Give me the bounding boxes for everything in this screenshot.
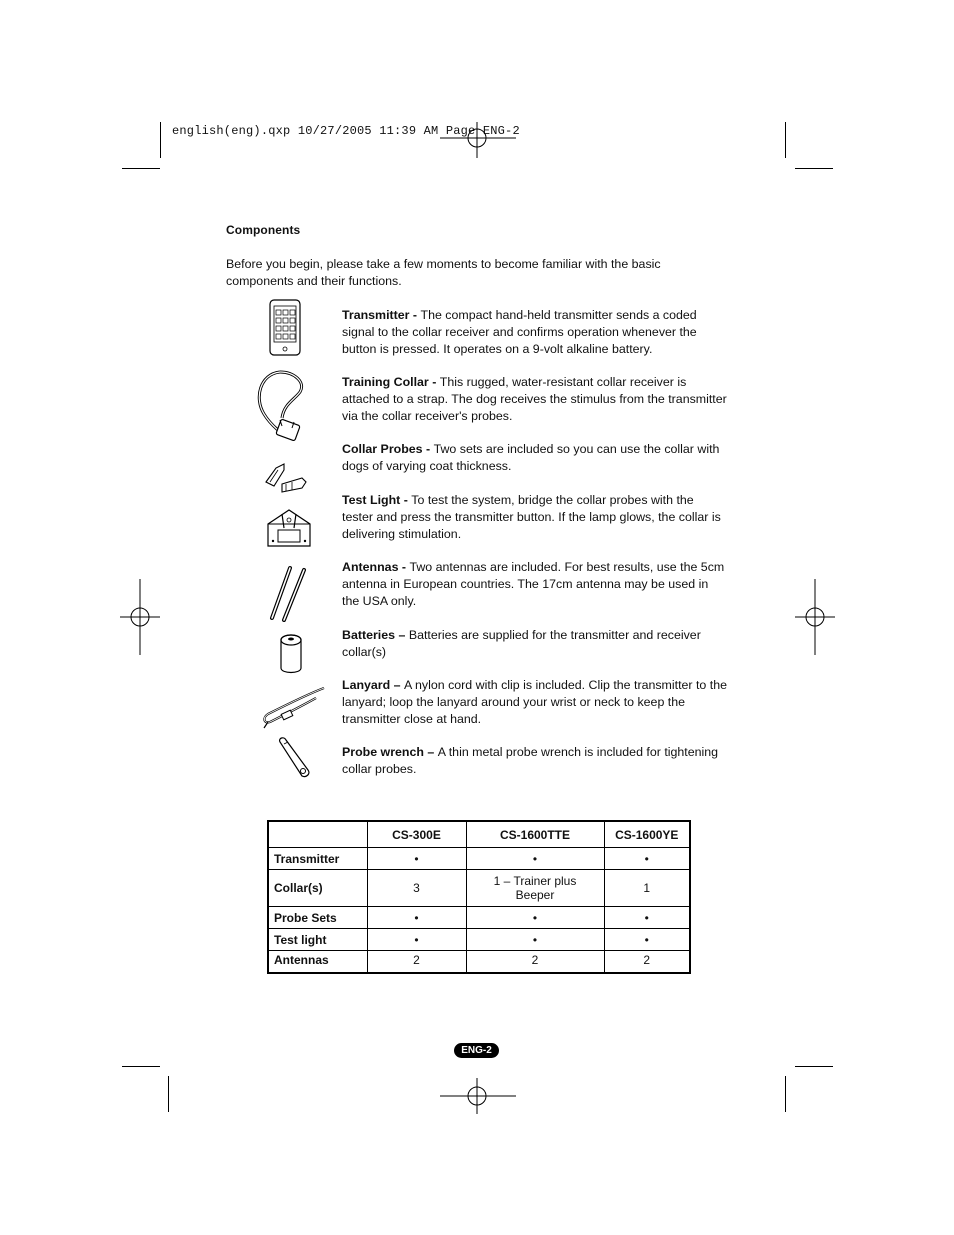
crop-mark [785,122,786,158]
section-heading: Components [226,223,301,237]
component-batteries [342,627,728,661]
crop-mark [168,1076,169,1112]
component-probe-wrench [342,744,728,778]
registration-mark-icon [440,120,516,160]
component-desc: Two antennas are included. For best results, use the 5cm antenna in European countries. The 17cm antenna may be used in the USA only. [342,560,725,608]
table-cell: 2 [367,951,466,974]
test-light-icon [264,506,314,550]
table-cell: 3 [367,870,466,907]
row-label: Probe Sets [268,907,367,929]
component-transmitter [342,307,728,358]
component-name: Lanyard – [342,678,404,692]
table-cell: • [466,907,604,929]
row-label: Test light [268,929,367,951]
battery-icon [276,632,306,676]
table-row [268,929,690,951]
table-cell: • [367,848,466,870]
registration-mark-icon [440,1076,516,1116]
lanyard-icon [258,684,328,730]
table-cell: • [604,907,690,929]
component-collar-probes [342,441,728,475]
print-slug-line: english(eng).qxp 10/27/2005 11:39 AM Page ENG-2 [172,124,520,138]
crop-mark [160,122,161,158]
table-cell: 2 [604,951,690,974]
transmitter-icon [268,298,302,358]
row-label: Antennas [268,951,367,974]
component-desc: A nylon cord with clip is included. Clip the transmitter to the lanyard; loop the lanyard around your wrist or neck to keep the transmitter close at hand. [342,678,727,726]
crop-mark [785,1076,786,1112]
component-name: Test Light - [342,493,412,507]
table-cell: • [604,929,690,951]
component-desc: A thin metal probe wrench is included for tightening collar probes. [342,745,719,776]
component-test-light [342,492,728,543]
crop-mark [122,1066,160,1067]
table-header-cell: CS-1600YE [604,821,690,848]
component-desc: The compact hand-held transmitter sends a coded signal to the collar receiver and confirms operation whenever the button is pressed. It operates on a 9-volt alkaline battery. [342,308,697,356]
model-comparison-table [267,820,691,974]
probes-icon [262,460,308,496]
table-cell: • [367,929,466,951]
table-row [268,848,690,870]
component-desc: Batteries are supplied for the transmitter and receiver collar(s) [342,628,701,659]
component-name: Probe wrench – [342,745,438,759]
registration-mark-icon [795,579,835,655]
component-desc: This rugged, water-resistant collar receiver is attached to a strap. The dog receives the stimulus from the transmitter via the collar receiver's probes. [342,375,727,423]
table-header-row [268,821,690,848]
wrench-icon [274,736,314,780]
collar-icon [250,368,310,444]
table-header-cell: CS-1600TTE [466,821,604,848]
table-row [268,951,690,974]
component-training-collar [342,374,728,425]
component-name: Antennas - [342,560,410,574]
table-row [268,907,690,929]
component-lanyard [342,677,728,728]
component-desc: Two sets are included so you can use the collar with dogs of varying coat thickness. [342,442,720,473]
component-name: Training Collar - [342,375,440,389]
component-name: Transmitter - [342,308,421,322]
component-antennas [342,559,728,610]
antennas-icon [266,562,310,622]
component-name: Collar Probes - [342,442,434,456]
component-name: Batteries – [342,628,409,642]
page-number-badge: ENG-2 [454,1043,499,1058]
table-row [268,870,690,907]
component-desc: To test the system, bridge the collar probes with the tester and press the transmitter button. If the lamp glows, the collar is delivering stimulation. [342,493,721,541]
table-cell: • [604,848,690,870]
table-cell: 2 [466,951,604,974]
table-header-cell [268,821,367,848]
intro-paragraph: Before you begin, please take a few moments to become familiar with the basic components and their functions. [226,257,661,288]
crop-mark [795,168,833,169]
table-cell: • [367,907,466,929]
crop-mark [795,1066,833,1067]
table-cell: • [466,848,604,870]
table-cell: 1 – Trainer plus Beeper [466,870,604,907]
table-cell: 1 [604,870,690,907]
crop-mark [122,168,160,169]
row-label: Collar(s) [268,870,367,907]
row-label: Transmitter [268,848,367,870]
table-header-cell: CS-300E [367,821,466,848]
table-cell: • [466,929,604,951]
registration-mark-icon [120,579,160,655]
